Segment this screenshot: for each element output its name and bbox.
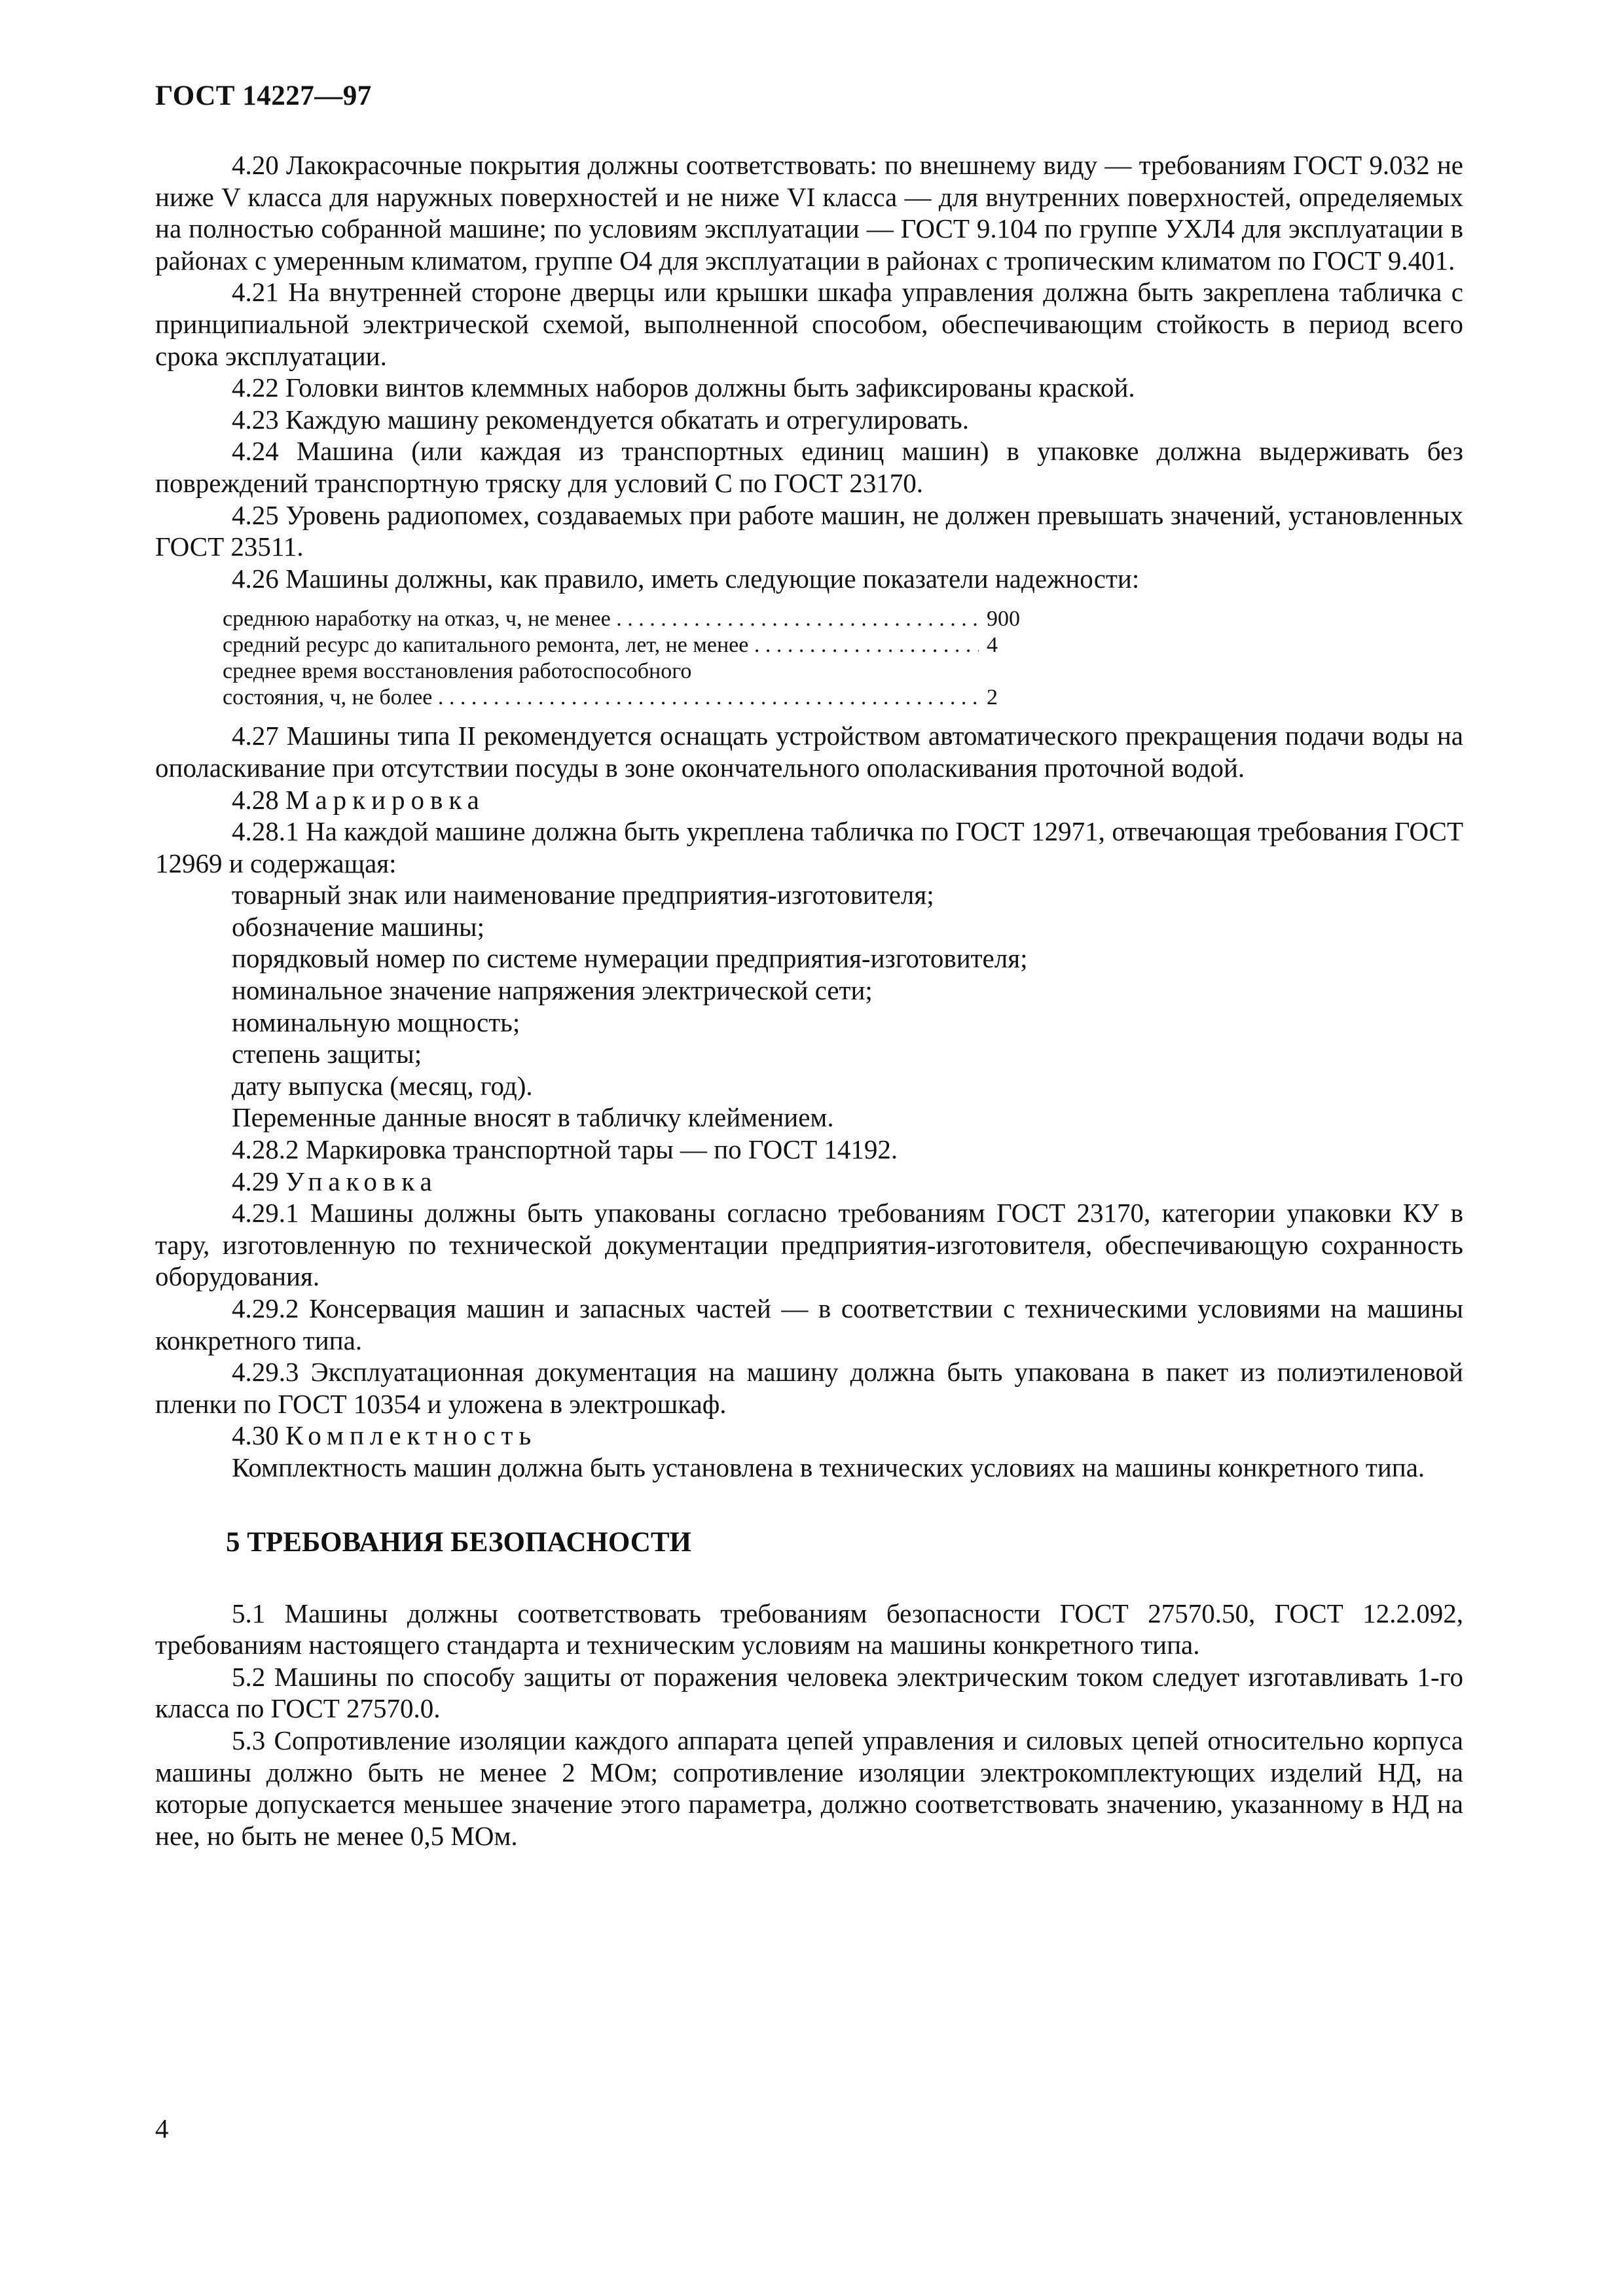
reliability-row: [155, 632, 1026, 658]
marking-list-item: порядковый номер по системе нумерации предприятия-изготовителя;: [232, 943, 1028, 974]
document-header: ГОСТ 14227—97: [155, 81, 372, 111]
reliability-value: 2: [987, 685, 998, 710]
heading-title: Комплектность: [285, 1420, 538, 1451]
paragraph-4-23: 4.23 Каждую машину рекомендуется обкатать и отрегулировать.: [232, 404, 969, 435]
paragraph-4-21: 4.21 На внутренней стороне дверцы или крышки шкафа управления должна быть закреплена табличка с принципиальной электрической схемой, выполненной способом, обеспечивающим стойкость в период всего срока эксплуатации.: [155, 277, 1463, 371]
heading-title: Упаковка: [285, 1166, 438, 1196]
marking-list-item: степень защиты;: [232, 1039, 422, 1069]
paragraph-4-29-1: 4.29.1 Машины должны быть упакованы согласно требованиям ГОСТ 23170, категории упаковки КУ в тару, изготовленную по технической документации предприятия-изготовителя, обеспечивающую сохранность оборудования.: [155, 1198, 1463, 1292]
paragraph-4-28-1: 4.28.1 На каждой машине должна быть укреплена табличка по ГОСТ 12971, отвечающая требования ГОСТ 12969 и содержащая:: [155, 816, 1463, 878]
reliability-table: [155, 606, 1463, 711]
subsection-heading-4-28: [155, 784, 1463, 816]
paragraph-4-22: 4.22 Головки винтов клеммных наборов должны быть зафиксированы краской.: [232, 372, 1135, 403]
paragraph-5-1: 5.1 Машины должны соответствовать требованиям безопасности ГОСТ 27570.50, ГОСТ 12.2.092, требованиям настоящего стандарта и техническим условиям на машины конкретного типа.: [155, 1598, 1463, 1660]
marking-note: Переменные данные вносят в табличку клеймением.: [232, 1102, 834, 1133]
reliability-label: средний ресурс до капитального ремонта, лет, не менее . . .: [223, 632, 979, 658]
section-5-heading: 5 ТРЕБОВАНИЯ БЕЗОПАСНОСТИ: [226, 1526, 691, 1558]
marking-list-item: товарный знак или наименование предприятия-изготовителя;: [232, 880, 934, 910]
subsection-heading-4-29: [155, 1166, 1463, 1198]
heading-number: 4.30: [232, 1420, 279, 1451]
paragraph-4-30: Комплектность машин должна быть установлена в технических условиях на машины конкретного типа.: [232, 1452, 1425, 1482]
reliability-value: 900: [987, 607, 1020, 632]
paragraph-5-2: 5.2 Машины по способу защиты от поражения человека электрическим током следует изготавливать 1-го класса по ГОСТ 27570.0.: [155, 1661, 1463, 1724]
marking-list-item: обозначение машины;: [232, 911, 484, 942]
reliability-label: среднюю наработку на отказ, ч, не менее . . .: [223, 606, 979, 632]
paragraph-4-28-2: 4.28.2 Маркировка транспортной тары — по ГОСТ 14192.: [232, 1134, 898, 1165]
paragraph-4-25: 4.25 Уровень радиопомех, создаваемых при работе машин, не должен превышать значений, установленных ГОСТ 23511.: [155, 499, 1463, 562]
document-body: [155, 149, 1463, 1852]
paragraph-4-29-2: 4.29.2 Консервация машин и запасных частей — в соответствии с техническими условиями на машины конкретного типа.: [155, 1293, 1463, 1355]
marking-list-item: номинальное значение напряжения электрической сети;: [232, 975, 873, 1006]
paragraph-4-27: 4.27 Машины типа II рекомендуется оснащать устройством автоматического прекращения подачи воды на ополаскивание при отсутствии посуды в зоне окончательного ополаскивания проточной водой.: [155, 721, 1463, 783]
marking-list-item: дату выпуска (месяц, год).: [232, 1070, 533, 1101]
paragraph-4-26: 4.26 Машины должны, как правило, иметь следующие показатели надежности:: [232, 563, 1140, 594]
heading-number: 4.29: [232, 1166, 279, 1196]
reliability-label: состояния, ч, не более . . .: [223, 685, 979, 711]
paragraph-4-24: 4.24 Машина (или каждая из транспортных единиц машин) в упаковке должна выдерживать без повреждений транспортную тряску для условий С по ГОСТ 23170.: [155, 436, 1463, 498]
heading-number: 4.28: [232, 784, 279, 815]
page-number: 4: [155, 2113, 169, 2144]
paragraph-4-29-3: 4.29.3 Эксплуатационная документация на машину должна быть упакована в пакет из полиэтиленовой пленки по ГОСТ 10354 и уложена в электрошкаф.: [155, 1357, 1463, 1419]
reliability-row: [155, 606, 1026, 632]
reliability-row: [155, 685, 1026, 711]
paragraph-5-3: 5.3 Сопротивление изоляции каждого аппарата цепей управления и силовых цепей относительно корпуса машины должно быть не менее 2 МОм; сопротивление изоляции электрокомплектующих изделий НД, на которые допускается меньшее значение этого параметра, должно соответствовать значению, указанному в НД на нее, но быть не менее 0,5 МОм.: [155, 1725, 1463, 1851]
subsection-heading-4-30: [155, 1420, 1463, 1452]
reliability-label-line: среднее время восстановления работоспособного: [223, 659, 692, 684]
reliability-value: 4: [987, 633, 998, 658]
paragraph-4-20: 4.20 Лакокрасочные покрытия должны соответствовать: по внешнему виду — требованиям ГОСТ 9.032 не ниже V класса для наружных поверхностей и не ниже VI класса — для внутренних поверхностей, определяемых на полностью собранной машине; по условиям эксплуатации — ГОСТ 9.104 по группе УХЛ4 для эксплуатации в районах с умеренным климатом, группе О4 для эксплуатации в районах с тропическим климатом по ГОСТ 9.401.: [155, 150, 1463, 276]
marking-list-item: номинальную мощность;: [232, 1007, 520, 1037]
heading-title: Маркировка: [285, 784, 485, 815]
